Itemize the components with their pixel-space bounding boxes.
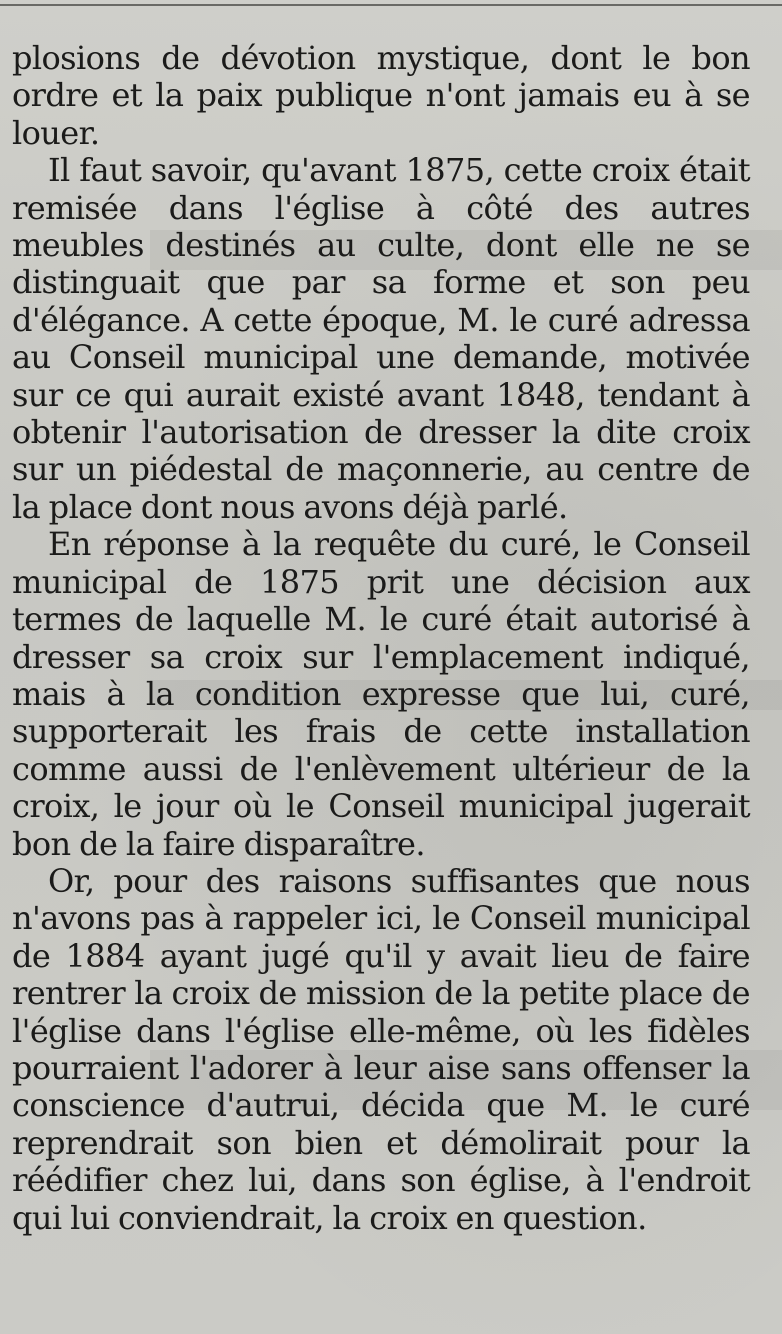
top-rule <box>0 4 782 6</box>
article-paragraph: Il faut savoir, qu'avant 1875, cette croix était remisée dans l'église à côté des autres meubles destinés au culte, dont elle ne se distinguait que par sa forme et son peu d'élégance. A cette époque, M. le curé adressa au Conseil municipal une demande, motivée sur ce qui aurait existé avant 1848, tendant à obtenir l'autorisation de dresser la dite croix sur un piédestal de maçonnerie, au centre de la place dont nous avons déjà parlé. <box>12 151 750 526</box>
article-paragraph: plosions de dévotion mystique, dont le bon ordre et la paix publique n'ont jamais eu à se louer. <box>12 39 750 152</box>
article-paragraph: En réponse à la requête du curé, le Conseil municipal de 1875 prit une décision aux termes de laquelle M. le curé était autorisé à dresser sa croix sur l'emplacement indiqué, mais à la condition expresse que lui, curé, supporterait les frais de cette installation comme aussi de l'enlèvement ultérieur de la croix, le jour où le Conseil municipal jugerait bon de la faire disparaître. <box>12 525 750 863</box>
article-column <box>12 40 750 1237</box>
article-paragraph: Or, pour des raisons suffisantes que nous n'avons pas à rappeler ici, le Conseil municipal de 1884 ayant jugé qu'il y avait lieu de faire rentrer la croix de mission de la petite place de l'église dans l'église elle-même, où les fidèles pourraient l'adorer à leur aise sans offenser la conscience d'autrui, décida que M. le curé reprendrait son bien et démolirait pour la réédifier chez lui, dans son église, à l'endroit qui lui conviendrait, la croix en question. <box>12 861 750 1237</box>
